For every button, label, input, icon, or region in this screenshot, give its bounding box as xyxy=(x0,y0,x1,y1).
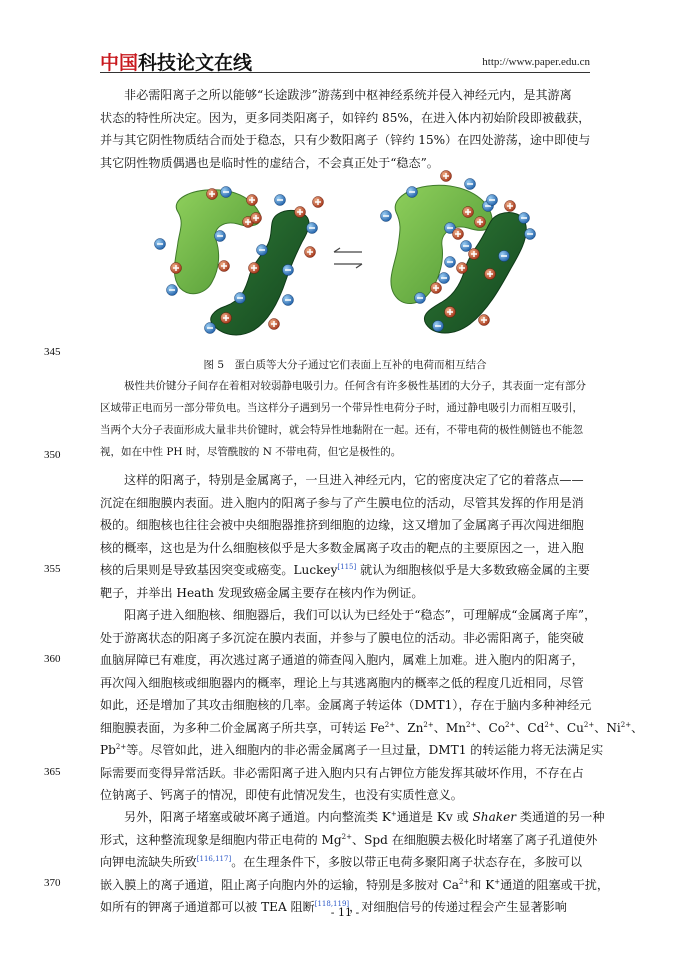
text-span-italic: Shaker xyxy=(472,810,517,824)
negative-charge-icon xyxy=(499,251,510,262)
negative-charge-icon xyxy=(221,187,232,198)
charge-superscript: 2+ xyxy=(544,720,555,729)
text-line xyxy=(100,559,590,582)
positive-charge-icon xyxy=(221,313,232,324)
negative-charge-icon xyxy=(307,223,318,234)
positive-charge-icon xyxy=(295,207,306,218)
line-number: 355 xyxy=(44,563,61,575)
figure-5-protein-binding xyxy=(150,170,600,348)
citation-link[interactable]: [115] xyxy=(337,562,357,571)
text-span: 、Mn xyxy=(433,720,467,735)
positive-charge-icon xyxy=(251,213,262,224)
text-span: 、Cd xyxy=(515,720,545,735)
text-line xyxy=(100,806,605,829)
text-span: 核的后果则是导致基因突变或癌变。Luckey xyxy=(100,563,338,577)
text-span: 另外，阳离子堵塞或破坏离子通道。内向整流类 K xyxy=(124,810,391,824)
charge-superscript: 2+ xyxy=(466,720,477,729)
charge-superscript: 2+ xyxy=(384,720,396,729)
paragraph-2 xyxy=(100,469,590,604)
equilibrium-arrows xyxy=(334,248,362,268)
text-span: 通道的阻塞或干扰， xyxy=(500,877,609,892)
line-number: 345 xyxy=(44,346,61,358)
negative-charge-icon xyxy=(215,231,226,242)
charge-superscript: 2+ xyxy=(341,832,352,841)
text-span: 等。尽管如此，进入细胞内的非必需金属离子一旦过量，DMT1 的转运能力将无法满足实 xyxy=(126,743,604,757)
text-span: 如所有的钾离子通道都可以被 TEA 阻断 xyxy=(100,900,315,914)
text-line: 这样的阳离子，特别是金属离子，一旦进入神经元内，它的密度决定了它的着落点—— xyxy=(124,473,584,487)
text-line xyxy=(100,829,598,852)
header-rule xyxy=(100,72,590,73)
text-line xyxy=(100,739,604,762)
positive-charge-icon xyxy=(463,207,474,218)
citation-link[interactable]: [118,119] xyxy=(314,899,350,908)
positive-charge-icon xyxy=(249,263,260,274)
positive-charge-icon xyxy=(269,319,280,330)
positive-charge-icon xyxy=(441,171,452,182)
text-span: ，对细胞信号的传递过程会产生显著影响 xyxy=(349,900,567,914)
text-line: 血脑屏障已有难度，再次逃过离子通道的筛查闯入胞内，属难上加难。进入胞内的阳离子， xyxy=(100,653,584,667)
paragraph-1 xyxy=(100,84,590,174)
text-line: 阳离子进入细胞核、细胞器后，我们可以认为已经处于“稳态”，可理解成“金属离子库”， xyxy=(124,608,597,622)
protein-light-left xyxy=(174,190,260,294)
charge-superscript: 2+ xyxy=(620,720,632,729)
negative-charge-icon xyxy=(283,295,294,306)
text-line: 处于游离状态的阳离子多沉淀在膜内表面，并参与了膜电位的活动。非必需阳离子，能突破 xyxy=(100,630,584,645)
text-span: 、Co xyxy=(476,720,505,735)
line-number: 365 xyxy=(44,766,61,778)
charge-superscript: + xyxy=(494,877,501,886)
text-span: 细胞膜表面，为多种二价金属离子所共享，可转运 Fe xyxy=(100,720,385,735)
negative-charge-icon xyxy=(205,323,216,334)
text-span: 就认为细胞核似乎是大多数致癌金属的主要 xyxy=(356,563,590,577)
charge-superscript: 2+ xyxy=(583,720,595,729)
text-span: 、Cu xyxy=(554,720,584,735)
site-url: http://www.paper.edu.cn xyxy=(482,56,590,68)
text-span: Pb xyxy=(100,743,116,757)
negative-charge-icon xyxy=(525,229,536,240)
figure-note xyxy=(100,375,590,463)
line-number: 350 xyxy=(44,449,61,461)
page-number: - 11 - xyxy=(330,906,360,919)
text-line: 沉淀在细胞膜内表面。进入胞内的阳离子参与了产生膜电位的活动，尽管其发挥的作用是消 xyxy=(100,495,584,510)
text-span: 和 K xyxy=(469,877,495,892)
negative-charge-icon xyxy=(275,195,286,206)
positive-charge-icon xyxy=(219,261,230,272)
charge-superscript: 2+ xyxy=(505,720,516,729)
text-span: 、 xyxy=(631,720,644,735)
text-line xyxy=(100,874,609,897)
positive-charge-icon xyxy=(505,201,516,212)
text-line: 如此，还是增加了其攻击细胞核的几率。金属离子转运体（DMT1），存在于脑内多种神经元 xyxy=(100,698,592,712)
negative-charge-icon xyxy=(283,265,294,276)
positive-charge-icon xyxy=(475,217,486,228)
positive-charge-icon xyxy=(247,195,258,206)
negative-charge-icon xyxy=(465,179,476,190)
negative-charge-icon xyxy=(487,195,498,206)
positive-charge-icon xyxy=(171,263,182,274)
text-line: 当两个大分子表面形成大量非共价键时，就会特异性地黏附在一起。还有，不带电荷的极性侧链也不能忽 xyxy=(100,424,583,436)
text-line: 位钠离子、钙离子的情况，即使有此情况发生，也没有实质性意义。 xyxy=(100,788,463,802)
positive-charge-icon xyxy=(485,269,496,280)
text-line: 状态的特性所决定。因为，更多同类阳离子，如锌约 85%，在进入体内初始阶段即被截获， xyxy=(100,110,591,125)
text-line: 再次闯入细胞核或细胞器内的概率，理论上与其逃离胞内的概率之低的程度几近相同，尽管 xyxy=(100,675,584,690)
negative-charge-icon xyxy=(381,211,392,222)
positive-charge-icon xyxy=(469,249,480,260)
positive-charge-icon xyxy=(479,315,490,326)
text-line: 其它阴性物质偶遇也是临时性的虚结合，不会真正处于“稳态”。 xyxy=(100,155,439,170)
text-span: 向钾电流缺失所致 xyxy=(100,855,197,869)
logo-red-text: 中国 xyxy=(100,52,139,74)
line-number: 360 xyxy=(44,653,61,665)
negative-charge-icon xyxy=(257,245,268,256)
text-line: 视，如在中性 PH 时，尽管酰胺的 N 不带电荷，但它是极性的。 xyxy=(100,446,402,458)
paragraph-4 xyxy=(100,806,609,919)
negative-charge-icon xyxy=(415,293,426,304)
negative-charge-icon xyxy=(235,293,246,304)
text-span: 类通道的另一种 xyxy=(516,810,605,824)
negative-charge-icon xyxy=(445,257,456,268)
text-line: 靶子，并举出 Heath 发现致癌金属主要存在核内作为例证。 xyxy=(100,585,424,600)
charge-superscript: + xyxy=(390,809,397,818)
logo xyxy=(100,48,252,75)
paragraph-3 xyxy=(100,604,644,807)
negative-charge-icon xyxy=(433,321,444,332)
text-line: 非必需阳离子之所以能够“长途跋涉”游荡到中枢神经系统并侵入神经元内，是其游离 xyxy=(124,88,572,102)
negative-charge-icon xyxy=(461,241,472,252)
positive-charge-icon xyxy=(453,229,464,240)
text-line: 并与其它阴性物质结合而处于稳态，只有少数阳离子（锌约 15%）在四处游荡，途中即使与 xyxy=(100,133,591,147)
text-span: 嵌入膜上的离子通道，阻止离子向胞内外的运输，特别是多胺对 Ca xyxy=(100,877,459,892)
text-line: 核的概率，这也是为什么细胞核似乎是大多数金属离子攻击的靶点的主要原因之一，进入胞 xyxy=(100,540,584,555)
charge-superscript: 2+ xyxy=(115,742,127,751)
positive-charge-icon xyxy=(457,263,468,274)
positive-charge-icon xyxy=(207,189,218,200)
text-span: 。在生理条件下，多胺以带正电荷多聚阳离子状态存在，多胺可以 xyxy=(231,855,582,869)
positive-charge-icon xyxy=(445,307,456,318)
positive-charge-icon xyxy=(313,197,324,208)
figure-caption: 图 5 蛋白质等大分子通过它们表面上互补的电荷而相互结合 xyxy=(203,359,487,371)
negative-charge-icon xyxy=(407,187,418,198)
line-number: 370 xyxy=(44,877,61,889)
negative-charge-icon xyxy=(519,213,530,224)
text-line: 际需要而变得异常活跃。非必需阳离子进入胞内只有占钾位方能发挥其破坏作用，不存在占 xyxy=(100,765,584,780)
charge-superscript: 2+ xyxy=(423,720,434,729)
text-line xyxy=(100,717,644,740)
negative-charge-icon xyxy=(155,239,166,250)
text-line xyxy=(100,851,590,874)
positive-charge-icon xyxy=(305,247,316,258)
text-span: 形式，这种整流现象是细胞内带正电荷的 Mg xyxy=(100,832,342,847)
text-span: 、Ni xyxy=(594,720,621,735)
text-line: 极性共价键分子间存在着相对较弱静电吸引力。任何含有许多极性基团的大分子，其表面一定有部分 xyxy=(124,380,586,392)
charge-superscript: 2+ xyxy=(458,877,470,886)
text-line: 区域带正电而另一部分带负电。当这样分子遇到另一个带异性电荷分子时，通过静电吸引力而相互吸引， xyxy=(100,402,583,414)
logo-black-text: 科技论文在线 xyxy=(138,52,253,74)
negative-charge-icon xyxy=(439,273,450,284)
negative-charge-icon xyxy=(167,285,178,296)
positive-charge-icon xyxy=(431,283,442,294)
text-span: 、Spd 在细胞膜去极化时堵塞了离子孔道使外 xyxy=(352,832,598,847)
text-line: 极的。细胞核也往往会被中央细胞器推挤到细胞的边缘，这又增加了金属离子再次闯进细胞 xyxy=(100,518,584,532)
citation-link[interactable]: [116,117] xyxy=(196,854,232,863)
text-span: 通道是 Kv 或 xyxy=(396,810,473,824)
text-span: 、Zn xyxy=(395,720,424,735)
